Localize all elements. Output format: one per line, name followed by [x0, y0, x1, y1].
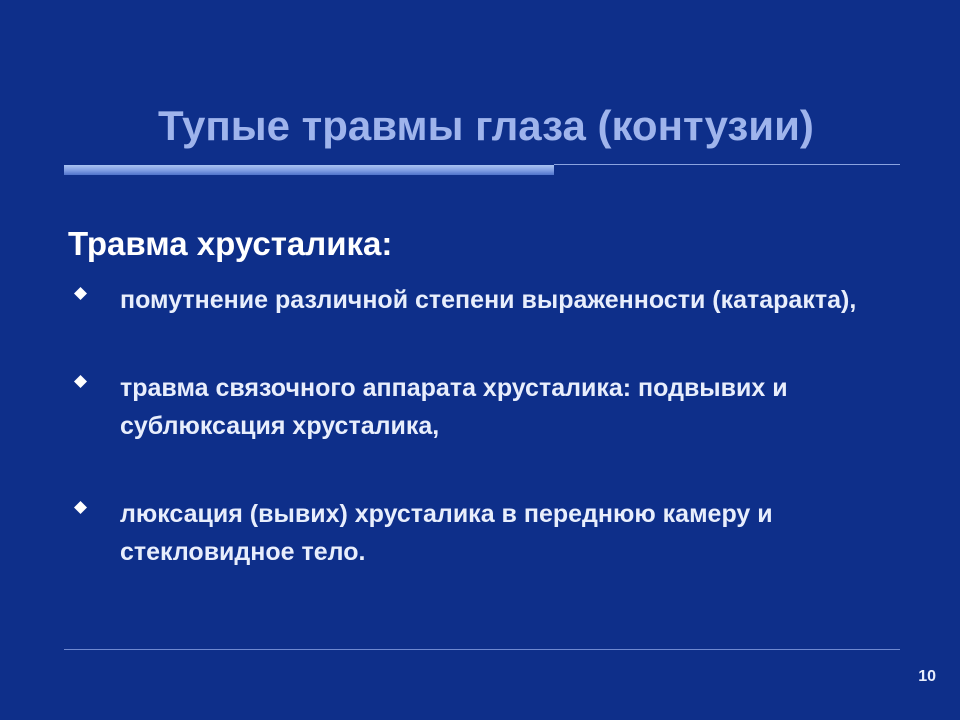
bullet-list — [70, 281, 890, 571]
bullet-item — [70, 495, 890, 571]
bullet-item — [70, 281, 890, 319]
bullet-text: люксация (вывих) хрусталика в переднюю камеру и стекловидное тело. — [120, 500, 773, 566]
footer-divider-line — [64, 649, 900, 650]
bullet-item — [70, 369, 890, 445]
page-number: 10 — [918, 668, 936, 685]
title-divider-line — [554, 164, 900, 165]
bullet-text: травма связочного аппарата хрусталика: подвывих и сублюксация хрусталика, — [120, 374, 788, 440]
slide-title: Тупые травмы глаза (контузии) — [158, 102, 814, 149]
section-heading: Травма хрусталика: — [68, 225, 393, 262]
diamond-icon — [74, 501, 87, 514]
diamond-icon — [74, 375, 87, 388]
title-accent-bar — [64, 165, 554, 175]
diamond-icon — [74, 287, 87, 300]
bullet-text: помутнение различной степени выраженности (катаракта), — [120, 286, 857, 314]
